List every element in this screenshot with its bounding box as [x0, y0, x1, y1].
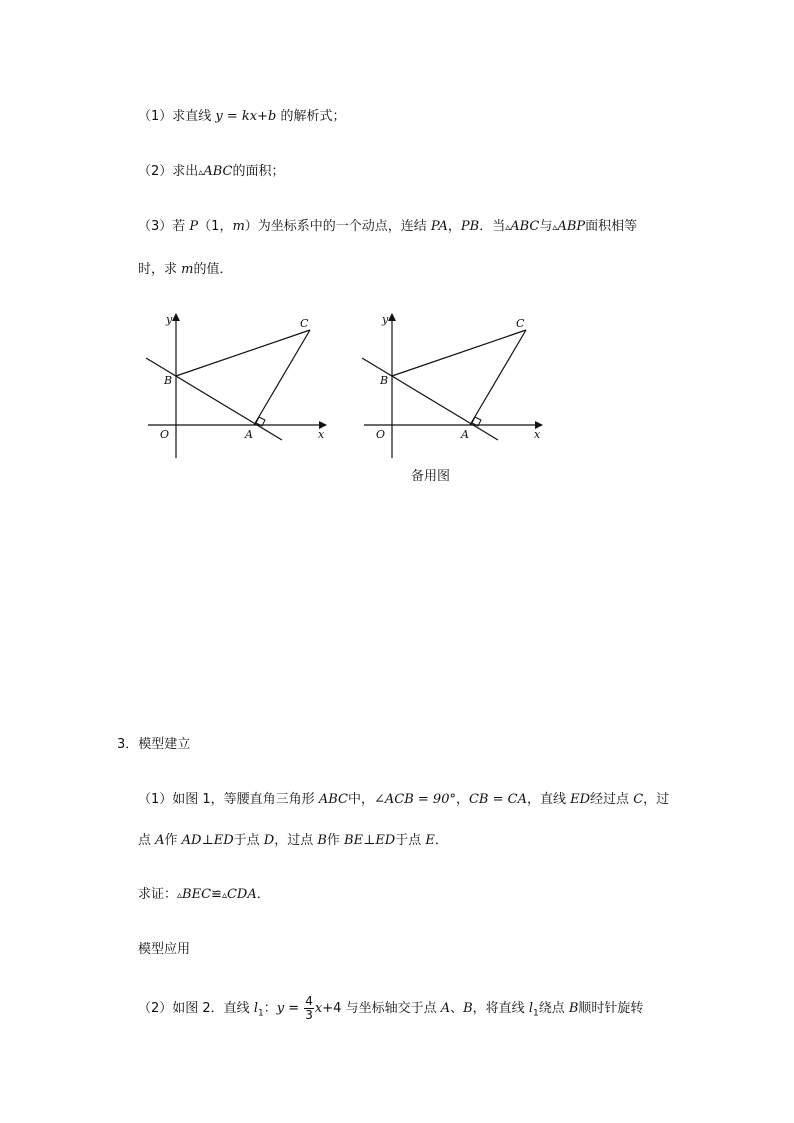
text: 的解析式； [276, 109, 346, 124]
text: 时，求 [138, 262, 182, 277]
math-var: C [633, 792, 644, 807]
q3-part1-line1 [138, 791, 669, 809]
math-var: ED [570, 792, 591, 807]
text: 若 [172, 219, 190, 234]
part-number: （1） [138, 109, 173, 124]
q2-part2 [138, 163, 284, 182]
q2-part3-line2 [138, 261, 232, 279]
text: +4 [322, 1001, 342, 1016]
q2-part3-line1 [138, 218, 637, 237]
label-a: A [245, 428, 253, 441]
part-number: （2） [138, 164, 173, 179]
math-var: B [568, 1001, 579, 1016]
subscript: 1 [258, 1008, 264, 1019]
text: 绕点 [538, 1001, 569, 1016]
subscript: 1 [532, 1008, 539, 1019]
text: 点 [138, 833, 156, 848]
text: 求出 [172, 164, 199, 179]
math-var: ABP [557, 219, 586, 234]
label-y: y [382, 313, 389, 326]
text: ．当 [479, 219, 506, 234]
label-o: O [160, 428, 170, 441]
math-var: x [314, 1001, 323, 1016]
label-b: B [164, 374, 173, 387]
triangle-symbol: ▵ [221, 890, 227, 901]
math-expression: y = kx+b [215, 109, 277, 124]
math-var: y [276, 1001, 285, 1016]
math-var: m [232, 219, 245, 234]
math-var: E [425, 833, 435, 848]
section-subtitle: 模型应用 [138, 942, 191, 957]
math-var: PB [460, 219, 480, 234]
math-var: BEC [182, 887, 212, 902]
math-var: PA [430, 219, 448, 234]
text: 作 [326, 833, 345, 848]
math-var: B [317, 833, 327, 848]
fraction-numerator: 4 [305, 994, 313, 1008]
label-a: A [461, 428, 469, 441]
segment-ac [470, 330, 526, 425]
math-var: m [181, 262, 194, 277]
label-x: x [534, 428, 541, 441]
text: 与坐标轴交于点 [341, 1001, 441, 1016]
math-var: D [263, 833, 275, 848]
text: 的值． [193, 262, 233, 277]
math-var: P [189, 219, 199, 234]
text: 作 [164, 833, 182, 848]
triangle-symbol: ▵ [177, 890, 183, 901]
math-expression: CB = CA [468, 792, 527, 807]
q2-part1 [138, 108, 346, 126]
text: ． [434, 833, 448, 848]
math-expression: ABC [203, 164, 233, 179]
text: 顺时针旋转 [578, 1001, 644, 1016]
text: 的面积； [232, 164, 285, 179]
text: 中， [347, 792, 374, 807]
text: = [284, 1001, 304, 1016]
segment-ac [254, 330, 310, 425]
figure-caption: 备用图 [411, 469, 451, 484]
text: 经过点 [590, 792, 634, 807]
question-heading: 3．模型建立 [117, 737, 191, 752]
text: 于点 [233, 833, 264, 848]
text: 与 [539, 219, 553, 234]
fraction-denominator: 3 [305, 1008, 313, 1022]
triangle-symbol: ▵ [505, 222, 511, 233]
q3-part2 [138, 989, 643, 1034]
math-expression: BE⊥ED [344, 833, 396, 848]
text: ， [447, 219, 461, 234]
text: ，过点 [274, 833, 318, 848]
math-var: l [528, 1001, 533, 1016]
part-number: （2） [138, 1001, 173, 1016]
text: ，将直线 [472, 1001, 529, 1016]
segment-bc [392, 330, 526, 376]
text: （1， [198, 219, 233, 234]
math-var: B [463, 1001, 473, 1016]
text: 于点 [395, 833, 426, 848]
label-x: x [318, 428, 325, 441]
q3-part1-line2 [138, 832, 448, 850]
text: 、 [450, 1001, 464, 1016]
label-b: B [380, 374, 389, 387]
coordinate-figure-backup [356, 308, 556, 463]
text: ，直线 [526, 792, 571, 807]
text: 求证： [138, 887, 178, 902]
text: 面积相等 [585, 219, 638, 234]
label-o: O [376, 428, 386, 441]
fraction [304, 995, 314, 1022]
text: ． [256, 887, 270, 902]
math-var: CDA [226, 887, 257, 902]
math-var: ABC [318, 792, 348, 807]
text: 求直线 [172, 109, 216, 124]
text: ）为坐标系中的一个动点，连结 [244, 219, 431, 234]
triangle-symbol: ▵ [198, 167, 204, 178]
text: 如图 2．直线 [172, 1001, 254, 1016]
math-var: A [155, 833, 165, 848]
label-c: C [300, 317, 309, 330]
math-var: l [253, 1001, 258, 1016]
label-y: y [166, 313, 173, 326]
text: ，过 [643, 792, 670, 807]
text: ， [455, 792, 469, 807]
text: ： [263, 1001, 277, 1016]
q3-proof [138, 886, 270, 905]
math-expression: AD⊥ED [181, 833, 234, 848]
math-var: A [440, 1001, 451, 1016]
part-number: （3） [138, 219, 173, 234]
text: 如图 1，等腰直角三角形 [172, 792, 319, 807]
math-var: ABC [510, 219, 540, 234]
congruence-symbol: ≌ [211, 887, 222, 902]
part-number: （1） [138, 792, 173, 807]
segment-bc [176, 330, 310, 376]
label-c: C [516, 317, 525, 330]
math-expression: ∠ACB = 90° [373, 792, 456, 807]
triangle-symbol: ▵ [552, 222, 558, 233]
coordinate-figure-1 [140, 308, 340, 463]
